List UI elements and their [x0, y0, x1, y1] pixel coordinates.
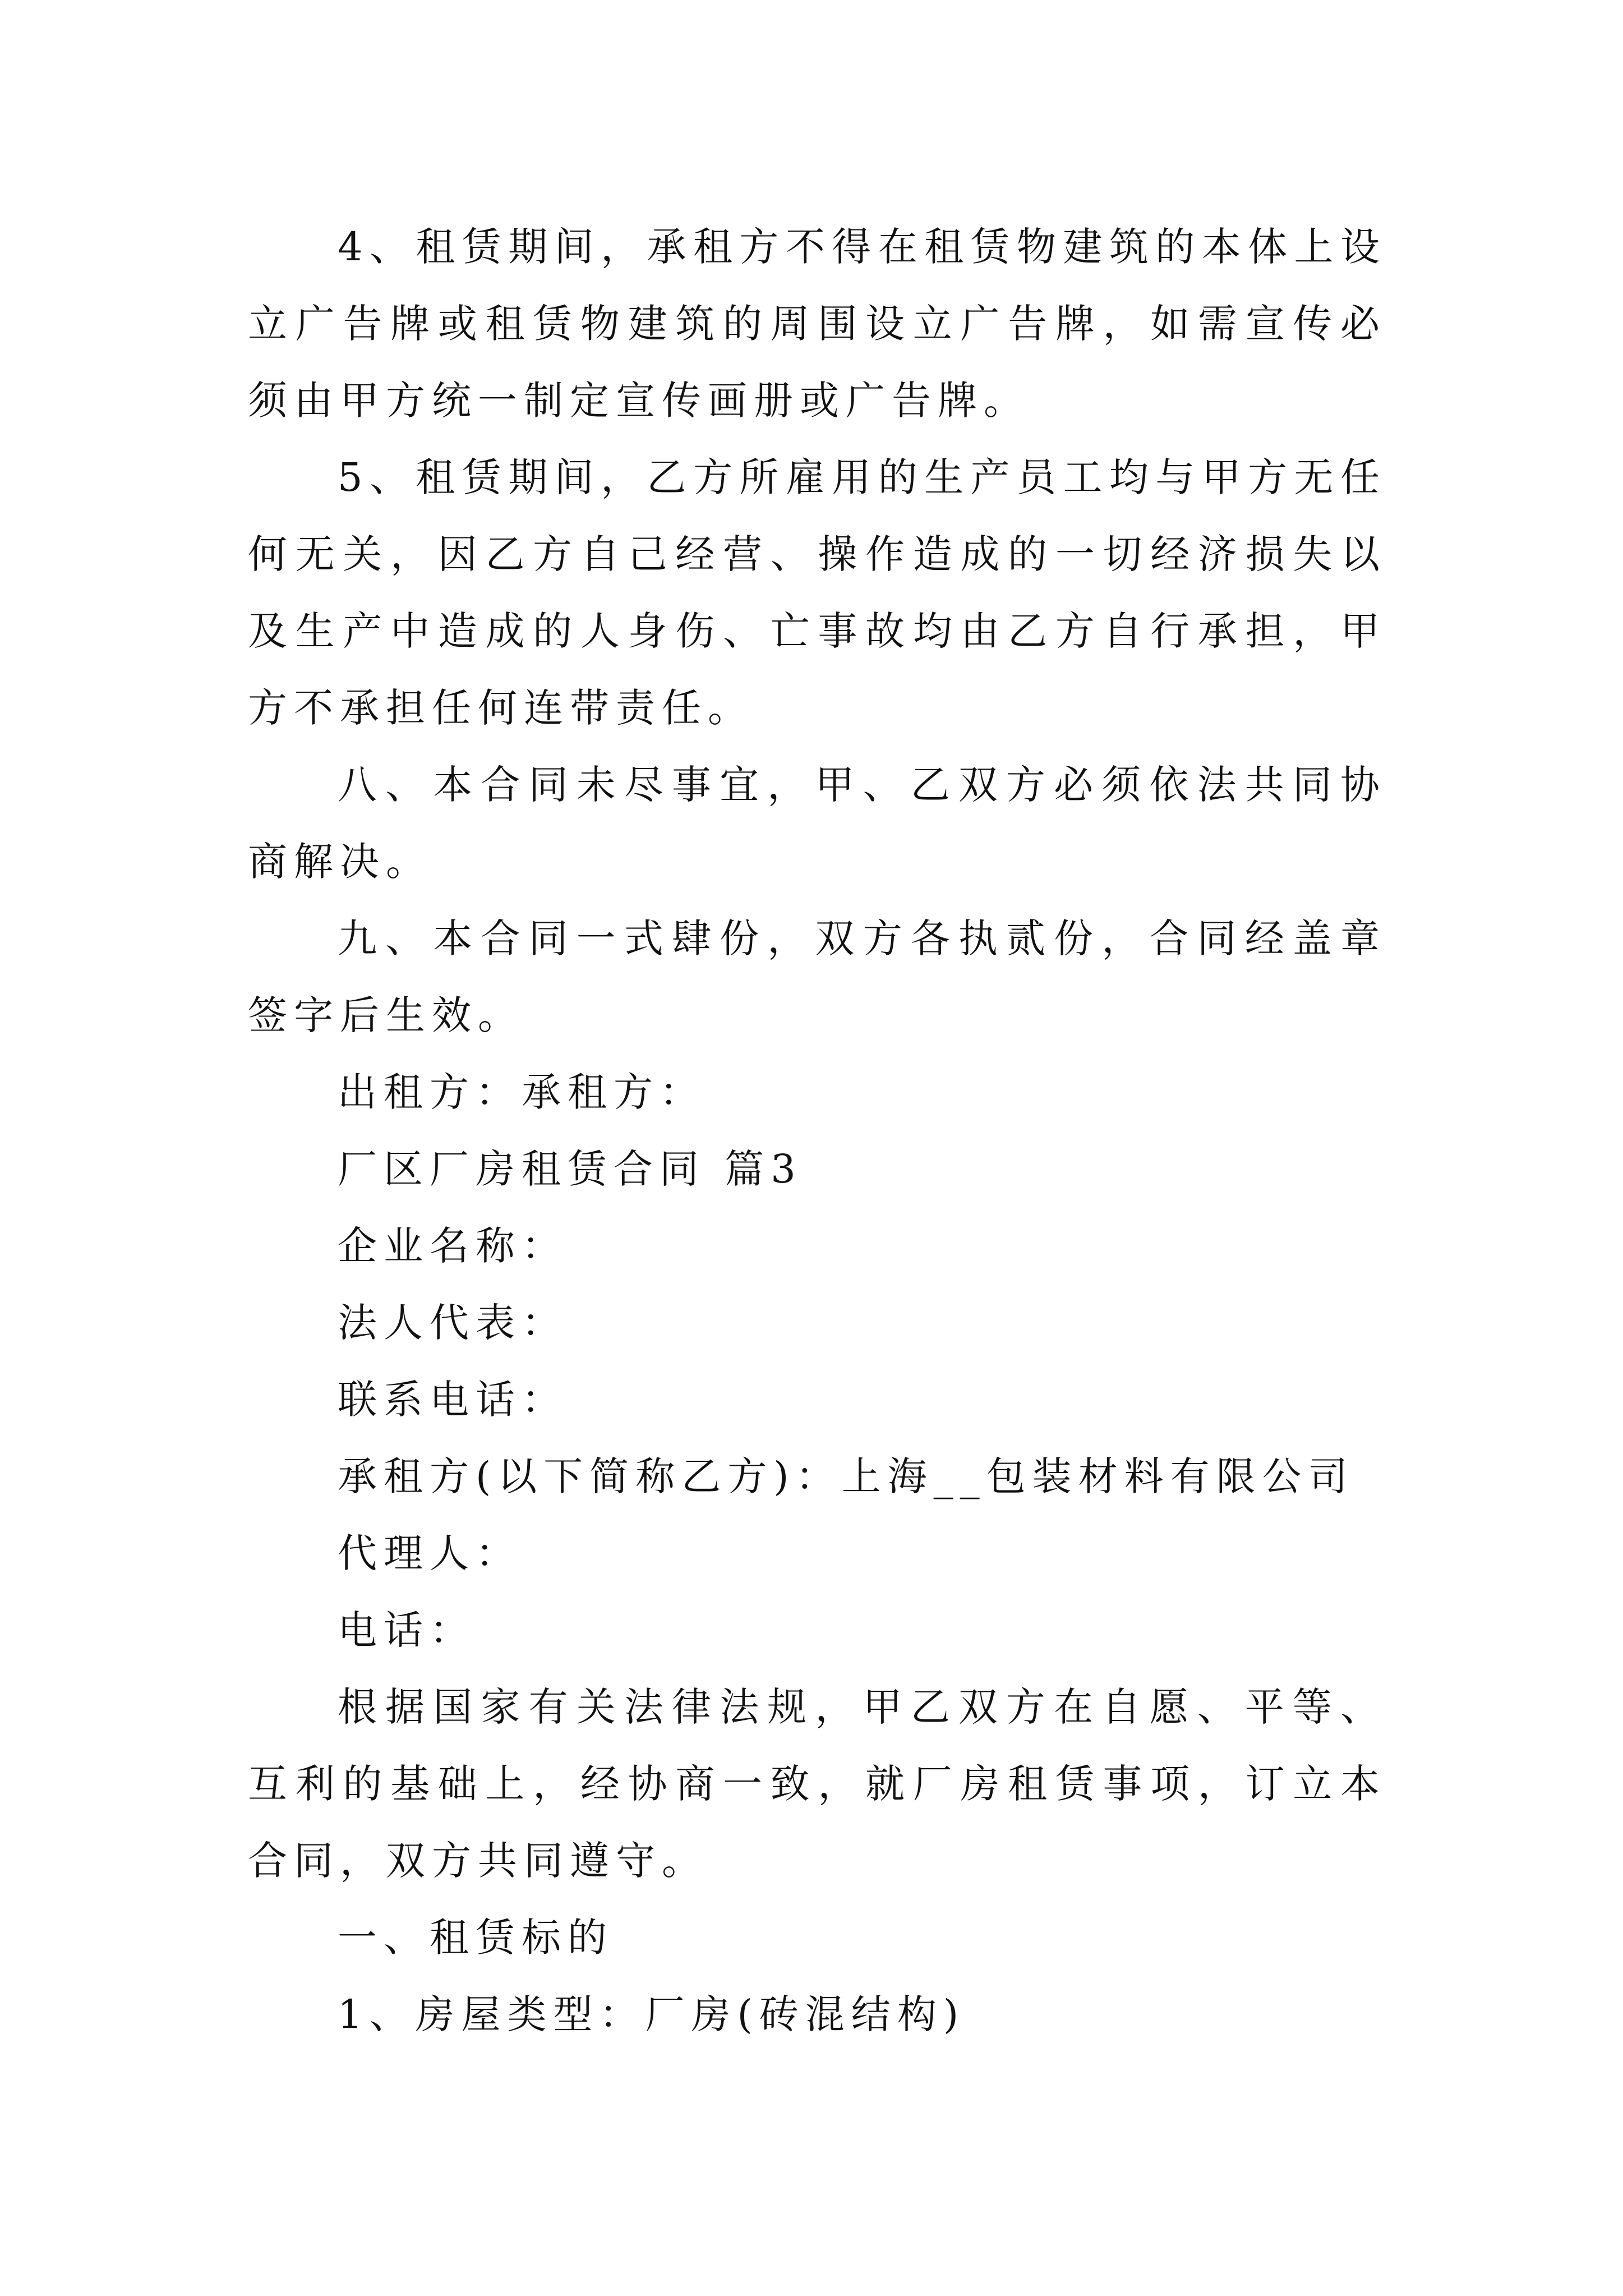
- paragraph-house-type: 1、房屋类型：厂房(砖混结构): [338, 1991, 966, 2037]
- paragraph-clause-5: 5、租赁期间，乙方所雇用的生产员工均与甲方无任何无关，因乙方自己经营、操作造成的一切经济损失以及生产中造成的人身伤、亡事故均由乙方自行承担，甲方不承担任何连带责任。: [248, 454, 1386, 731]
- contact-phone-field: 联系电话：: [338, 1377, 568, 1423]
- section-heading-lease-subject: 一、租赁标的: [338, 1915, 614, 1961]
- signature-parties: 出租方：承租方：: [338, 1069, 706, 1115]
- phone-field: 电话：: [338, 1607, 476, 1653]
- company-name-field: 企业名称：: [338, 1223, 568, 1269]
- lessee-field: 承租方(以下简称乙方)：上海__包装材料有限公司: [338, 1453, 1354, 1499]
- contract-heading: 厂区厂房租赁合同 篇3: [338, 1146, 803, 1192]
- agent-field: 代理人：: [338, 1530, 522, 1576]
- paragraph-section-8: 八、本合同未尽事宜，甲、乙双方必须依法共同协商解决。: [248, 762, 1386, 885]
- paragraph-section-9: 九、本合同一式肆份，双方各执贰份，合同经盖章签字后生效。: [248, 915, 1386, 1038]
- legal-representative-field: 法人代表：: [338, 1300, 568, 1346]
- document-body: [248, 209, 1386, 2053]
- paragraph-clause-4: 4、租赁期间，承租方不得在租赁物建筑的本体上设立广告牌或租赁物建筑的周围设立广告牌，如需宣传必须由甲方统一制定宣传画册或广告牌。: [248, 224, 1386, 424]
- paragraph-preamble: 根据国家有关法律法规，甲乙双方在自愿、平等、互利的基础上，经协商一致，就厂房租赁事项，订立本合同，双方共同遵守。: [248, 1684, 1386, 1884]
